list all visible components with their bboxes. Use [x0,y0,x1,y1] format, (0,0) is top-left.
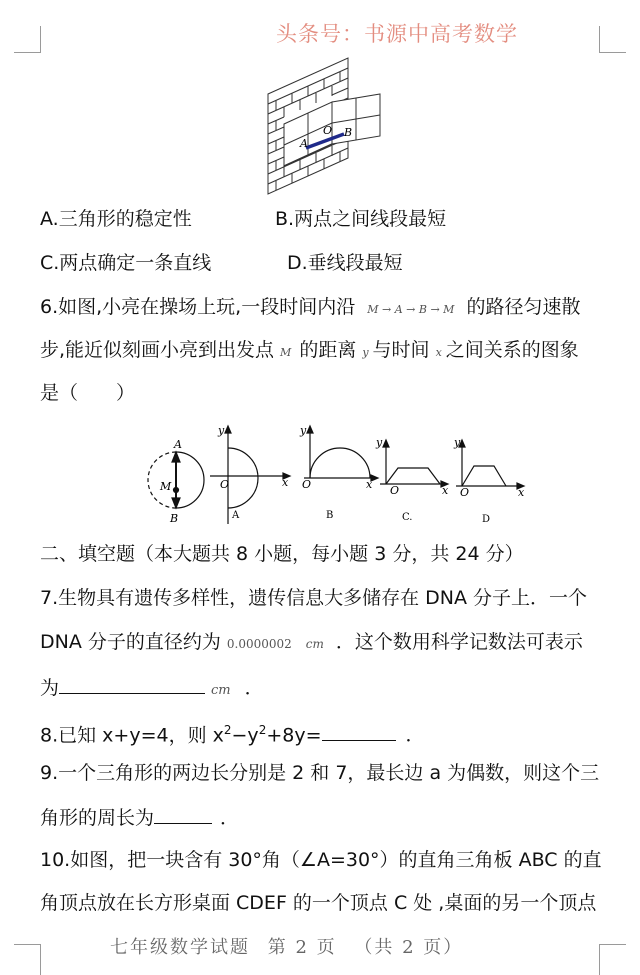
crop-mark-top-right [599,26,626,53]
graph-c-y: y [376,436,383,449]
q8-text-c: +8y= [266,724,322,747]
q6-text-3: 步,能近似刻画小亮到出发点 [40,339,275,361]
q7-line-2 [40,630,583,656]
q10-line-2: 角顶点放在长方形桌面 CDEF 的一个顶点 C 处 ,桌面的另一个顶点 [40,892,597,914]
graph-d-y: y [454,436,461,449]
q7-answer-blank[interactable] [59,675,205,694]
circle-label-a: A [174,438,182,451]
graph-d-x: x [518,486,525,499]
q6-line-2 [40,338,579,365]
q9-answer-blank[interactable] [154,805,212,824]
q5-option-b: B.两点之间线段最短 [275,208,447,230]
q8-sup-2: 2 [258,723,267,737]
q7-line-1: 7.生物具有遗传多样性，遗传信息大多储存在 DNA 分子上．一个 [40,587,588,609]
label-a: A [300,137,308,150]
graph-c-label: C. [402,512,413,523]
graph-b-x: x [366,478,373,491]
wall-window-figure [262,54,388,196]
q8-text-b: −y [231,724,259,747]
graph-d-o: O [460,486,470,499]
graph-a-label: A [232,510,240,521]
q6-var-y: y [362,346,369,359]
circle-label-m: M [160,480,172,493]
q7-text-2b: ．这个数用科学记数法可表示 [335,631,583,653]
q8-line [40,718,425,747]
q8-answer-blank[interactable] [322,722,396,741]
footer-page: 第 2 页 [267,937,337,958]
graph-a-y: y [218,424,225,437]
q8-text-a: 8.已知 x+y=4，则 x [40,724,224,747]
q6-var-x: x [435,346,442,359]
q9-line-1: 9.一个三角形的两边长分别是 2 和 7，最长边 a 为偶数，则这个三 [40,762,600,784]
graph-b-label: B [326,510,334,521]
q10-line-1: 10.如图，把一块含有 30°角（∠A=30°）的直角三角板 ABC 的直 [40,849,602,871]
footer-total: （共 2 页） [354,937,464,958]
q6-line-3: 是（ ） [40,382,136,404]
watermark: 头条号：书源中高考数学 [276,22,518,46]
q5-option-a: A.三角形的稳定性 [40,208,192,230]
section-2-heading: 二、填空题（本大题共 8 小题，每小题 3 分，共 24 分） [40,543,524,565]
q6-text-4: 的距离 [299,339,357,361]
label-o: O [323,124,333,137]
q7-value: 0.0000002 [226,637,292,651]
crop-mark-bottom-right [599,944,626,975]
q6-text-2: 的路径匀速散 [466,296,581,318]
q7-unit-2: cm [211,683,231,698]
q9-text-b: ． [220,807,240,829]
q6-text-1: 6.如图,小亮在操场上玩,一段时间内沿 [40,296,356,318]
q5-option-d: D.垂线段最短 [287,252,403,274]
q7-text-2a: DNA 分子的直径约为 [40,631,221,653]
q8-sup-1: 2 [223,723,232,737]
graph-c-x: x [442,484,449,497]
q7-text-3b: ． [244,677,264,699]
q7-text-3a: 为 [40,677,60,699]
crop-mark-top-left [14,26,41,53]
circle-label-b: B [170,512,179,525]
page-footer [110,933,473,959]
label-b: B [344,126,353,139]
graph-a-o: O [220,478,230,491]
q9-text-a: 角形的周长为 [40,807,155,829]
q6-var-m: M [280,346,292,359]
q7-unit: cm [305,637,324,651]
q6-path: M → A → B → M [367,303,455,316]
graph-a-x: x [282,476,289,489]
q6-line-1 [40,295,581,322]
graph-c-o: O [390,484,400,497]
crop-mark-bottom-left [14,944,41,975]
q6-figure [140,420,530,532]
q9-line-2 [40,805,239,830]
graph-b-y: y [300,424,307,437]
q8-text-d: ． [405,724,425,747]
graph-b-o: O [302,478,312,491]
q6-text-5: 与时间 [372,339,430,361]
q7-line-3 [40,675,264,703]
q6-text-6: 之间关系的图象 [445,339,579,361]
graph-d-label: D [482,514,491,525]
q5-option-c: C.两点确定一条直线 [40,252,212,274]
footer-subject: 七年级数学试题 [110,937,250,958]
